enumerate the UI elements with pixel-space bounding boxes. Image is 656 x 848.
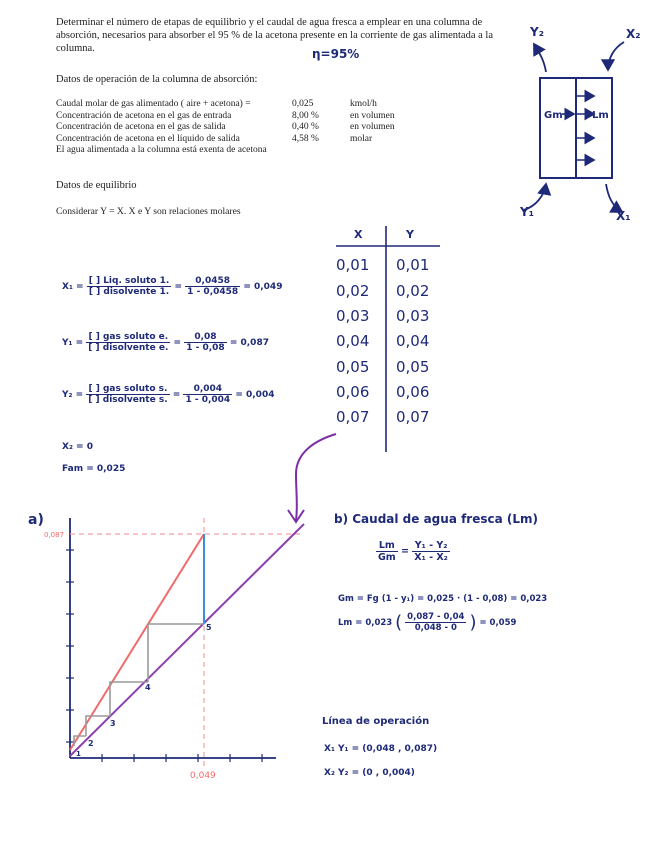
operating-line (70, 524, 304, 756)
x1-equals: = (174, 282, 183, 292)
y2-outlet-arrow (534, 44, 546, 72)
gm-calculation: Gm = Fg (1 - y₁) = 0,025 · (1 - 0,08) = 0,023 (338, 594, 548, 604)
equilibrium-note: Considerar Y = X. X e Y son relaciones molares (56, 206, 241, 217)
x1-label: X₁ (616, 209, 631, 223)
x1-lhs: X₁ = (62, 282, 84, 292)
operation-label: Concentración de acetona en el gas de entrada (56, 110, 232, 121)
table-header-x: X (354, 228, 363, 241)
operation-data-table (56, 99, 395, 157)
table-cell-y: 0,01 (396, 256, 430, 274)
operation-row (56, 122, 395, 134)
operation-value: 0,025 (292, 99, 314, 109)
operation-note: El agua alimentada a la columna está exenta de acetona (56, 145, 267, 155)
y1-equals: = (173, 338, 182, 348)
operation-heading: Datos de operación de la columna de absorción: (56, 74, 258, 85)
y2-denominator: [ ] disolvente s. (88, 395, 168, 405)
y2-result: = 0,004 (235, 390, 275, 400)
operation-unit: en volumen (350, 110, 395, 121)
y2-equals: = (172, 390, 181, 400)
operation-unit: en volumen (350, 122, 395, 132)
operation-row (56, 134, 395, 146)
table-header-y: Y (406, 228, 414, 241)
part-b-title: b) Caudal de agua fresca (Lm) (334, 512, 539, 526)
lm-prefix: Lm = 0,023 (338, 618, 393, 628)
x1-value-numerator: 0,0458 (185, 276, 240, 287)
x1-result: = 0,049 (243, 282, 283, 292)
graph-label-a: a) (28, 512, 44, 528)
mccabe-thiele-graph (40, 510, 312, 788)
table-cell-y: 0,05 (396, 358, 430, 376)
stage-label: 5 (206, 623, 212, 632)
table-cell-y: 0,04 (396, 332, 430, 350)
ratio-numerator: Lm (376, 540, 398, 552)
x2-value: X₂ = 0 (62, 442, 93, 452)
operation-unit: kmol/h (350, 99, 377, 109)
operation-value: 8,00 % (292, 110, 319, 121)
operation-label: Concentración de acetona en el gas de salida (56, 122, 226, 132)
table-cell-x: 0,03 (336, 307, 370, 325)
stage-label: 4 (145, 683, 151, 692)
lm-result: = 0,059 (479, 618, 517, 628)
fam-value: Fam = 0,025 (62, 464, 126, 474)
y1-calculation (62, 332, 269, 353)
table-cell-x: 0,02 (336, 282, 370, 300)
x2-inlet-arrow (608, 42, 624, 70)
operating-line-title: Línea de operación (322, 716, 430, 727)
y2-value-denominator: 1 - 0,004 (185, 395, 231, 405)
problem-statement: Determinar el número de etapas de equilibrio y el caudal de agua fresca a emplear en una columna de absorción, necesarios para absorber el 95 % de la acetona presente en la corriente de gas alimentada a la columna. (56, 17, 493, 54)
x1-numerator: [ ] Liq. soluto 1. (88, 276, 170, 286)
y1-denominator: [ ] disolvente e. (88, 343, 169, 353)
table-cell-y: 0,06 (396, 383, 430, 401)
y1-lhs: Y₁ = (62, 338, 84, 348)
operation-unit: molar (350, 133, 373, 144)
y2-lhs: Y₂ = (62, 390, 84, 400)
x1-denominator: [ ] disolvente 1. (88, 287, 170, 297)
operation-value: 4,58 % (292, 133, 319, 144)
y1-label: Y₁ (520, 205, 534, 219)
x1-outlet-arrow (606, 184, 622, 212)
operation-row (56, 111, 395, 123)
table-cell-x: 0,05 (336, 358, 370, 376)
y1-numerator: [ ] gas soluto e. (86, 332, 170, 343)
x1-value-denominator: 1 - 0,0458 (187, 287, 239, 297)
equilibrium-table (334, 226, 444, 456)
y2-numerator: [ ] gas soluto s. (86, 384, 169, 395)
y1-result: = 0,087 (229, 338, 269, 348)
y2-value-numerator: 0,004 (183, 384, 232, 395)
ratio-rhs-denominator: X₁ - X₂ (414, 552, 448, 563)
operating-point-1: X₁ Y₁ = (0,048 , 0,087) (324, 744, 438, 754)
absorption-column-diagram (500, 14, 650, 224)
y1-value-numerator: 0,08 (184, 332, 226, 343)
ratio-rhs-numerator: Y₁ - Y₂ (412, 540, 450, 552)
equilibrium-heading: Datos de equilibrio (56, 180, 137, 191)
stage-label: 3 (110, 719, 116, 728)
lm-label: Lm (592, 110, 609, 121)
operation-label: Concentración de acetona en el líquido de salida (56, 133, 240, 144)
lm-numerator: 0,087 - 0,04 (407, 612, 465, 622)
gm-label: Gm (544, 110, 563, 121)
ratio-denominator: Gm (378, 552, 396, 563)
table-cell-y: 0,07 (396, 408, 430, 426)
lm-denominator: 0,048 - 0 (414, 623, 457, 633)
stage-label: 1 (76, 750, 81, 758)
efficiency-note: η=95% (312, 47, 360, 61)
x1-calculation (62, 276, 282, 297)
y2-label: Y₂ (530, 25, 544, 39)
operation-row (56, 99, 395, 111)
table-cell-x: 0,07 (336, 408, 370, 426)
table-cell-x: 0,01 (336, 256, 370, 274)
lm-calculation: Lm = 0,023 ( $\frac{0,087 - 0,04}{0,048 - 0}$ ) = 0,059 (338, 612, 517, 633)
operation-label: Caudal molar de gas alimentado ( aire + acetona) = (56, 99, 251, 109)
x2-label: X₂ (626, 27, 641, 41)
y1-value-denominator: 1 - 0,08 (186, 343, 225, 353)
lm-gm-ratio-formula: $\frac{Lm}{Gm}$ = $\frac{\text{Y₁ - Y₂}}{\text{X₁ - X₂}}$ (378, 540, 448, 563)
table-cell-x: 0,04 (336, 332, 370, 350)
x-tick-label: 0,049 (190, 771, 216, 781)
y-tick-label: 0,087 (44, 531, 65, 539)
table-cell-y: 0,02 (396, 282, 430, 300)
operation-value: 0,40 % (292, 122, 319, 132)
table-cell-y: 0,03 (396, 307, 430, 325)
table-cell-x: 0,06 (336, 383, 370, 401)
operating-point-2: X₂ Y₂ = (0 , 0,004) (324, 768, 415, 778)
y2-calculation (62, 384, 274, 405)
stage-label: 2 (88, 739, 94, 748)
